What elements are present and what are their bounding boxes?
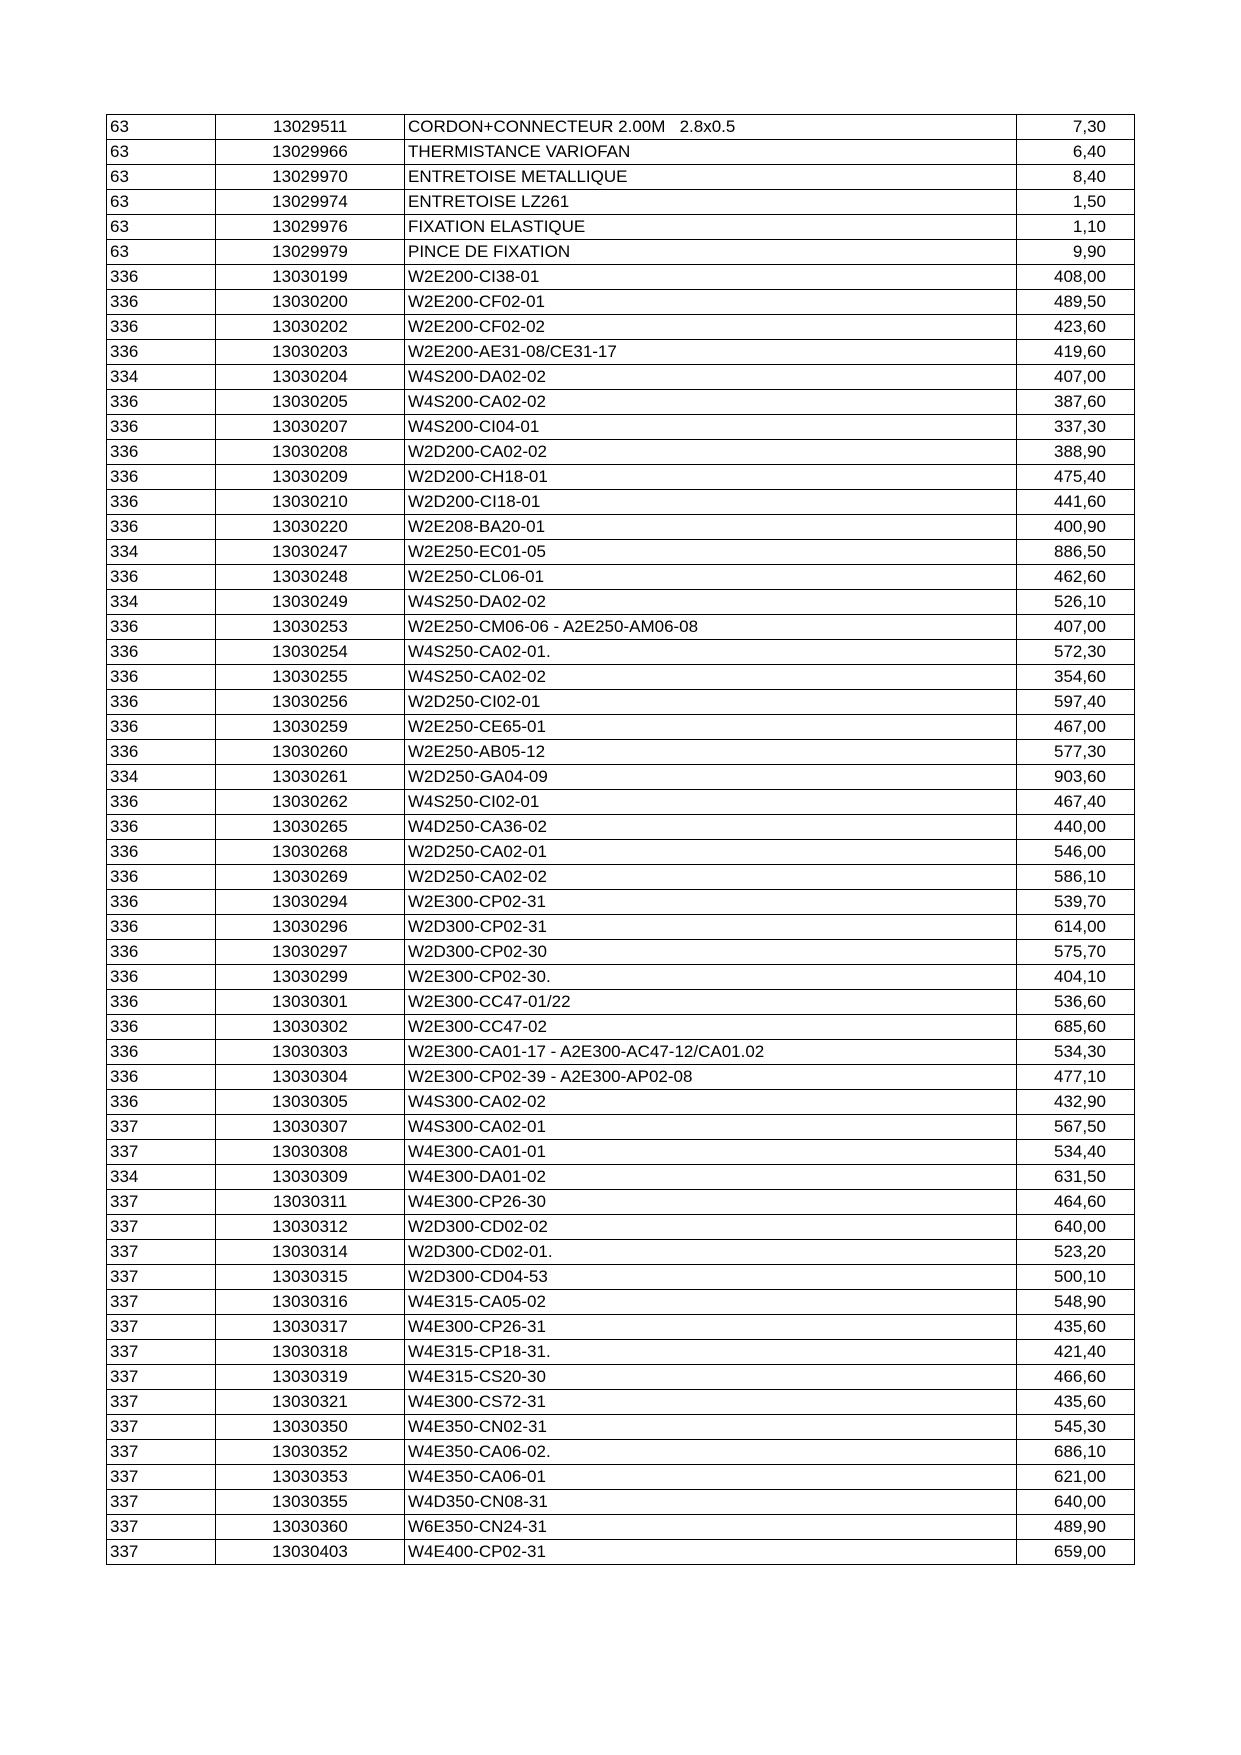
description-cell: W2D200-CI18-01 bbox=[405, 490, 1017, 515]
description-cell: W4E300-CA01-01 bbox=[405, 1140, 1017, 1165]
group-code-cell: 336 bbox=[107, 415, 216, 440]
article-number-cell: 13029511 bbox=[216, 115, 405, 140]
table-row bbox=[107, 1165, 1135, 1190]
article-number-cell: 13030203 bbox=[216, 340, 405, 365]
article-number-cell: 13030317 bbox=[216, 1315, 405, 1340]
article-number-cell: 13030353 bbox=[216, 1465, 405, 1490]
description-cell: ENTRETOISE LZ261 bbox=[405, 190, 1017, 215]
description-cell: W4D350-CN08-31 bbox=[405, 1490, 1017, 1515]
article-number-cell: 13030315 bbox=[216, 1265, 405, 1290]
description-cell: THERMISTANCE VARIOFAN bbox=[405, 140, 1017, 165]
group-code-cell: 337 bbox=[107, 1315, 216, 1340]
description-cell: W2D300-CD02-02 bbox=[405, 1215, 1017, 1240]
group-code-cell: 336 bbox=[107, 1040, 216, 1065]
price-cell: 8,40 bbox=[1017, 165, 1135, 190]
table-row bbox=[107, 265, 1135, 290]
description-cell: W4S200-CI04-01 bbox=[405, 415, 1017, 440]
description-cell: W2D250-GA04-09 bbox=[405, 765, 1017, 790]
table-row bbox=[107, 290, 1135, 315]
price-cell: 466,60 bbox=[1017, 1365, 1135, 1390]
price-cell: 572,30 bbox=[1017, 640, 1135, 665]
table-row bbox=[107, 365, 1135, 390]
group-code-cell: 63 bbox=[107, 140, 216, 165]
price-cell: 526,10 bbox=[1017, 590, 1135, 615]
table-row bbox=[107, 915, 1135, 940]
group-code-cell: 337 bbox=[107, 1240, 216, 1265]
table-row bbox=[107, 565, 1135, 590]
group-code-cell: 334 bbox=[107, 765, 216, 790]
description-cell: ENTRETOISE METALLIQUE bbox=[405, 165, 1017, 190]
price-cell: 464,60 bbox=[1017, 1190, 1135, 1215]
price-cell: 640,00 bbox=[1017, 1490, 1135, 1515]
table-row bbox=[107, 415, 1135, 440]
price-cell: 686,10 bbox=[1017, 1440, 1135, 1465]
table-row bbox=[107, 615, 1135, 640]
article-number-cell: 13030350 bbox=[216, 1415, 405, 1440]
group-code-cell: 336 bbox=[107, 940, 216, 965]
description-cell: W2D300-CD02-01. bbox=[405, 1240, 1017, 1265]
description-cell: W2E300-CP02-39 - A2E300-AP02-08 bbox=[405, 1065, 1017, 1090]
table-row bbox=[107, 865, 1135, 890]
group-code-cell: 334 bbox=[107, 1165, 216, 1190]
price-cell: 432,90 bbox=[1017, 1090, 1135, 1115]
price-list-body bbox=[107, 115, 1135, 1565]
price-cell: 400,90 bbox=[1017, 515, 1135, 540]
table-row bbox=[107, 1540, 1135, 1565]
price-cell: 621,00 bbox=[1017, 1465, 1135, 1490]
group-code-cell: 337 bbox=[107, 1290, 216, 1315]
price-cell: 903,60 bbox=[1017, 765, 1135, 790]
article-number-cell: 13030309 bbox=[216, 1165, 405, 1190]
group-code-cell: 337 bbox=[107, 1490, 216, 1515]
description-cell: W4S300-CA02-02 bbox=[405, 1090, 1017, 1115]
description-cell: W4E350-CA06-01 bbox=[405, 1465, 1017, 1490]
description-cell: W4S300-CA02-01 bbox=[405, 1115, 1017, 1140]
article-number-cell: 13030248 bbox=[216, 565, 405, 590]
article-number-cell: 13030302 bbox=[216, 1015, 405, 1040]
price-cell: 586,10 bbox=[1017, 865, 1135, 890]
table-row bbox=[107, 340, 1135, 365]
price-cell: 577,30 bbox=[1017, 740, 1135, 765]
table-row bbox=[107, 1140, 1135, 1165]
article-number-cell: 13030314 bbox=[216, 1240, 405, 1265]
article-number-cell: 13030297 bbox=[216, 940, 405, 965]
article-number-cell: 13030307 bbox=[216, 1115, 405, 1140]
group-code-cell: 337 bbox=[107, 1390, 216, 1415]
article-number-cell: 13030355 bbox=[216, 1490, 405, 1515]
group-code-cell: 63 bbox=[107, 240, 216, 265]
description-cell: W4S250-CA02-02 bbox=[405, 665, 1017, 690]
table-row bbox=[107, 1440, 1135, 1465]
description-cell: W2D300-CP02-31 bbox=[405, 915, 1017, 940]
group-code-cell: 336 bbox=[107, 715, 216, 740]
article-number-cell: 13030253 bbox=[216, 615, 405, 640]
description-cell: W2E300-CP02-31 bbox=[405, 890, 1017, 915]
table-row bbox=[107, 490, 1135, 515]
price-cell: 419,60 bbox=[1017, 340, 1135, 365]
group-code-cell: 337 bbox=[107, 1515, 216, 1540]
group-code-cell: 336 bbox=[107, 290, 216, 315]
description-cell: W2E300-CA01-17 - A2E300-AC47-12/CA01.02 bbox=[405, 1040, 1017, 1065]
article-number-cell: 13030294 bbox=[216, 890, 405, 915]
description-cell: W4E300-CS72-31 bbox=[405, 1390, 1017, 1415]
group-code-cell: 337 bbox=[107, 1340, 216, 1365]
price-cell: 534,30 bbox=[1017, 1040, 1135, 1065]
table-row bbox=[107, 1115, 1135, 1140]
price-cell: 546,00 bbox=[1017, 840, 1135, 865]
price-cell: 567,50 bbox=[1017, 1115, 1135, 1140]
article-number-cell: 13030360 bbox=[216, 1515, 405, 1540]
table-row bbox=[107, 690, 1135, 715]
price-cell: 435,60 bbox=[1017, 1315, 1135, 1340]
price-cell: 631,50 bbox=[1017, 1165, 1135, 1190]
price-cell: 337,30 bbox=[1017, 415, 1135, 440]
table-row bbox=[107, 715, 1135, 740]
table-row bbox=[107, 1040, 1135, 1065]
price-cell: 640,00 bbox=[1017, 1215, 1135, 1240]
table-row bbox=[107, 1190, 1135, 1215]
group-code-cell: 336 bbox=[107, 665, 216, 690]
article-number-cell: 13030205 bbox=[216, 390, 405, 415]
price-cell: 421,40 bbox=[1017, 1340, 1135, 1365]
price-cell: 404,10 bbox=[1017, 965, 1135, 990]
price-cell: 408,00 bbox=[1017, 265, 1135, 290]
description-cell: W4S250-CI02-01 bbox=[405, 790, 1017, 815]
group-code-cell: 337 bbox=[107, 1415, 216, 1440]
price-cell: 407,00 bbox=[1017, 365, 1135, 390]
article-number-cell: 13030255 bbox=[216, 665, 405, 690]
description-cell: W4E315-CP18-31. bbox=[405, 1340, 1017, 1365]
group-code-cell: 63 bbox=[107, 115, 216, 140]
price-cell: 440,00 bbox=[1017, 815, 1135, 840]
article-number-cell: 13030207 bbox=[216, 415, 405, 440]
group-code-cell: 336 bbox=[107, 840, 216, 865]
group-code-cell: 336 bbox=[107, 265, 216, 290]
article-number-cell: 13030202 bbox=[216, 315, 405, 340]
price-cell: 575,70 bbox=[1017, 940, 1135, 965]
group-code-cell: 336 bbox=[107, 490, 216, 515]
table-row bbox=[107, 540, 1135, 565]
description-cell: W4E400-CP02-31 bbox=[405, 1540, 1017, 1565]
group-code-cell: 336 bbox=[107, 1065, 216, 1090]
table-row bbox=[107, 640, 1135, 665]
article-number-cell: 13030260 bbox=[216, 740, 405, 765]
price-cell: 354,60 bbox=[1017, 665, 1135, 690]
article-number-cell: 13030262 bbox=[216, 790, 405, 815]
price-cell: 545,30 bbox=[1017, 1415, 1135, 1440]
price-cell: 1,10 bbox=[1017, 215, 1135, 240]
group-code-cell: 334 bbox=[107, 590, 216, 615]
group-code-cell: 336 bbox=[107, 565, 216, 590]
table-row bbox=[107, 840, 1135, 865]
price-cell: 423,60 bbox=[1017, 315, 1135, 340]
article-number-cell: 13030312 bbox=[216, 1215, 405, 1240]
price-cell: 467,00 bbox=[1017, 715, 1135, 740]
description-cell: W2E250-EC01-05 bbox=[405, 540, 1017, 565]
group-code-cell: 336 bbox=[107, 515, 216, 540]
description-cell: W4S200-DA02-02 bbox=[405, 365, 1017, 390]
group-code-cell: 336 bbox=[107, 790, 216, 815]
article-number-cell: 13030210 bbox=[216, 490, 405, 515]
group-code-cell: 337 bbox=[107, 1465, 216, 1490]
group-code-cell: 337 bbox=[107, 1140, 216, 1165]
article-number-cell: 13030208 bbox=[216, 440, 405, 465]
article-number-cell: 13030269 bbox=[216, 865, 405, 890]
description-cell: W2E250-AB05-12 bbox=[405, 740, 1017, 765]
group-code-cell: 336 bbox=[107, 315, 216, 340]
group-code-cell: 334 bbox=[107, 365, 216, 390]
table-row bbox=[107, 1515, 1135, 1540]
article-number-cell: 13030311 bbox=[216, 1190, 405, 1215]
table-row bbox=[107, 1065, 1135, 1090]
price-cell: 534,40 bbox=[1017, 1140, 1135, 1165]
price-cell: 407,00 bbox=[1017, 615, 1135, 640]
table-row bbox=[107, 1090, 1135, 1115]
price-cell: 886,50 bbox=[1017, 540, 1135, 565]
price-cell: 462,60 bbox=[1017, 565, 1135, 590]
article-number-cell: 13030265 bbox=[216, 815, 405, 840]
article-number-cell: 13030301 bbox=[216, 990, 405, 1015]
price-cell: 614,00 bbox=[1017, 915, 1135, 940]
price-cell: 387,60 bbox=[1017, 390, 1135, 415]
table-row bbox=[107, 890, 1135, 915]
article-number-cell: 13030204 bbox=[216, 365, 405, 390]
description-cell: W4E300-CP26-31 bbox=[405, 1315, 1017, 1340]
description-cell: W2E200-CI38-01 bbox=[405, 265, 1017, 290]
price-cell: 489,90 bbox=[1017, 1515, 1135, 1540]
price-cell: 6,40 bbox=[1017, 140, 1135, 165]
description-cell: W2D250-CA02-02 bbox=[405, 865, 1017, 890]
article-number-cell: 13030247 bbox=[216, 540, 405, 565]
table-row bbox=[107, 1465, 1135, 1490]
description-cell: W2E300-CC47-02 bbox=[405, 1015, 1017, 1040]
description-cell: W2E250-CE65-01 bbox=[405, 715, 1017, 740]
table-row bbox=[107, 1365, 1135, 1390]
table-row bbox=[107, 165, 1135, 190]
article-number-cell: 13029979 bbox=[216, 240, 405, 265]
group-code-cell: 336 bbox=[107, 815, 216, 840]
article-number-cell: 13029970 bbox=[216, 165, 405, 190]
table-row bbox=[107, 665, 1135, 690]
description-cell: W2D200-CH18-01 bbox=[405, 465, 1017, 490]
description-cell: W2D200-CA02-02 bbox=[405, 440, 1017, 465]
description-cell: W4S200-CA02-02 bbox=[405, 390, 1017, 415]
article-number-cell: 13030268 bbox=[216, 840, 405, 865]
article-number-cell: 13030305 bbox=[216, 1090, 405, 1115]
table-row bbox=[107, 1015, 1135, 1040]
description-cell: W4E350-CN02-31 bbox=[405, 1415, 1017, 1440]
description-cell: W2E300-CC47-01/22 bbox=[405, 990, 1017, 1015]
description-cell: W4E300-CP26-30 bbox=[405, 1190, 1017, 1215]
price-cell: 659,00 bbox=[1017, 1540, 1135, 1565]
group-code-cell: 337 bbox=[107, 1440, 216, 1465]
table-row bbox=[107, 590, 1135, 615]
price-cell: 9,90 bbox=[1017, 240, 1135, 265]
price-cell: 548,90 bbox=[1017, 1290, 1135, 1315]
description-cell: W2E250-CL06-01 bbox=[405, 565, 1017, 590]
table-row bbox=[107, 140, 1135, 165]
description-cell: W4E315-CA05-02 bbox=[405, 1290, 1017, 1315]
description-cell: W2D250-CI02-01 bbox=[405, 690, 1017, 715]
group-code-cell: 337 bbox=[107, 1540, 216, 1565]
description-cell: W2D250-CA02-01 bbox=[405, 840, 1017, 865]
table-row bbox=[107, 815, 1135, 840]
table-row bbox=[107, 1315, 1135, 1340]
table-row bbox=[107, 965, 1135, 990]
group-code-cell: 336 bbox=[107, 990, 216, 1015]
group-code-cell: 336 bbox=[107, 440, 216, 465]
group-code-cell: 336 bbox=[107, 890, 216, 915]
group-code-cell: 336 bbox=[107, 390, 216, 415]
price-cell: 1,50 bbox=[1017, 190, 1135, 215]
article-number-cell: 13030304 bbox=[216, 1065, 405, 1090]
price-list-table bbox=[106, 114, 1135, 1565]
group-code-cell: 336 bbox=[107, 1090, 216, 1115]
description-cell: W2D300-CP02-30 bbox=[405, 940, 1017, 965]
table-row bbox=[107, 790, 1135, 815]
article-number-cell: 13029966 bbox=[216, 140, 405, 165]
price-cell: 475,40 bbox=[1017, 465, 1135, 490]
description-cell: W2E300-CP02-30. bbox=[405, 965, 1017, 990]
group-code-cell: 336 bbox=[107, 615, 216, 640]
article-number-cell: 13030403 bbox=[216, 1540, 405, 1565]
price-cell: 523,20 bbox=[1017, 1240, 1135, 1265]
table-row bbox=[107, 1390, 1135, 1415]
group-code-cell: 336 bbox=[107, 1015, 216, 1040]
group-code-cell: 337 bbox=[107, 1190, 216, 1215]
group-code-cell: 337 bbox=[107, 1115, 216, 1140]
group-code-cell: 336 bbox=[107, 465, 216, 490]
table-row bbox=[107, 990, 1135, 1015]
table-row bbox=[107, 1415, 1135, 1440]
article-number-cell: 13030199 bbox=[216, 265, 405, 290]
price-cell: 500,10 bbox=[1017, 1265, 1135, 1290]
description-cell: W4S250-DA02-02 bbox=[405, 590, 1017, 615]
article-number-cell: 13030220 bbox=[216, 515, 405, 540]
table-row bbox=[107, 515, 1135, 540]
table-row bbox=[107, 1340, 1135, 1365]
description-cell: W4S250-CA02-01. bbox=[405, 640, 1017, 665]
group-code-cell: 336 bbox=[107, 965, 216, 990]
article-number-cell: 13030319 bbox=[216, 1365, 405, 1390]
article-number-cell: 13030308 bbox=[216, 1140, 405, 1165]
group-code-cell: 336 bbox=[107, 915, 216, 940]
price-cell: 467,40 bbox=[1017, 790, 1135, 815]
article-number-cell: 13030303 bbox=[216, 1040, 405, 1065]
description-cell: W2D300-CD04-53 bbox=[405, 1265, 1017, 1290]
group-code-cell: 337 bbox=[107, 1215, 216, 1240]
table-row bbox=[107, 1215, 1135, 1240]
article-number-cell: 13030318 bbox=[216, 1340, 405, 1365]
price-cell: 489,50 bbox=[1017, 290, 1135, 315]
table-row bbox=[107, 765, 1135, 790]
price-cell: 597,40 bbox=[1017, 690, 1135, 715]
price-cell: 7,30 bbox=[1017, 115, 1135, 140]
price-cell: 685,60 bbox=[1017, 1015, 1135, 1040]
table-row bbox=[107, 215, 1135, 240]
price-cell: 536,60 bbox=[1017, 990, 1135, 1015]
table-row bbox=[107, 440, 1135, 465]
price-cell: 477,10 bbox=[1017, 1065, 1135, 1090]
description-cell: CORDON+CONNECTEUR 2.00M 2.8x0.5 bbox=[405, 115, 1017, 140]
group-code-cell: 63 bbox=[107, 190, 216, 215]
article-number-cell: 13030352 bbox=[216, 1440, 405, 1465]
table-row bbox=[107, 1265, 1135, 1290]
table-row bbox=[107, 190, 1135, 215]
article-number-cell: 13030249 bbox=[216, 590, 405, 615]
description-cell: W4E350-CA06-02. bbox=[405, 1440, 1017, 1465]
group-code-cell: 336 bbox=[107, 690, 216, 715]
group-code-cell: 336 bbox=[107, 340, 216, 365]
group-code-cell: 63 bbox=[107, 165, 216, 190]
group-code-cell: 336 bbox=[107, 640, 216, 665]
article-number-cell: 13030209 bbox=[216, 465, 405, 490]
article-number-cell: 13030261 bbox=[216, 765, 405, 790]
description-cell: FIXATION ELASTIQUE bbox=[405, 215, 1017, 240]
group-code-cell: 336 bbox=[107, 740, 216, 765]
group-code-cell: 337 bbox=[107, 1365, 216, 1390]
article-number-cell: 13030321 bbox=[216, 1390, 405, 1415]
article-number-cell: 13030299 bbox=[216, 965, 405, 990]
article-number-cell: 13029974 bbox=[216, 190, 405, 215]
description-cell: W6E350-CN24-31 bbox=[405, 1515, 1017, 1540]
article-number-cell: 13030200 bbox=[216, 290, 405, 315]
description-cell: W2E208-BA20-01 bbox=[405, 515, 1017, 540]
article-number-cell: 13030259 bbox=[216, 715, 405, 740]
article-number-cell: 13029976 bbox=[216, 215, 405, 240]
group-code-cell: 337 bbox=[107, 1265, 216, 1290]
description-cell: PINCE DE FIXATION bbox=[405, 240, 1017, 265]
group-code-cell: 63 bbox=[107, 215, 216, 240]
table-row bbox=[107, 740, 1135, 765]
table-row bbox=[107, 1240, 1135, 1265]
description-cell: W2E200-CF02-01 bbox=[405, 290, 1017, 315]
article-number-cell: 13030296 bbox=[216, 915, 405, 940]
table-row bbox=[107, 315, 1135, 340]
price-cell: 539,70 bbox=[1017, 890, 1135, 915]
price-cell: 435,60 bbox=[1017, 1390, 1135, 1415]
description-cell: W2E250-CM06-06 - A2E250-AM06-08 bbox=[405, 615, 1017, 640]
group-code-cell: 334 bbox=[107, 540, 216, 565]
group-code-cell: 336 bbox=[107, 865, 216, 890]
description-cell: W4E315-CS20-30 bbox=[405, 1365, 1017, 1390]
article-number-cell: 13030256 bbox=[216, 690, 405, 715]
description-cell: W2E200-AE31-08/CE31-17 bbox=[405, 340, 1017, 365]
price-cell: 388,90 bbox=[1017, 440, 1135, 465]
table-row bbox=[107, 940, 1135, 965]
description-cell: W2E200-CF02-02 bbox=[405, 315, 1017, 340]
table-row bbox=[107, 115, 1135, 140]
table-row bbox=[107, 1290, 1135, 1315]
table-row bbox=[107, 390, 1135, 415]
description-cell: W4E300-DA01-02 bbox=[405, 1165, 1017, 1190]
table-row bbox=[107, 1490, 1135, 1515]
price-cell: 441,60 bbox=[1017, 490, 1135, 515]
article-number-cell: 13030316 bbox=[216, 1290, 405, 1315]
table-row bbox=[107, 465, 1135, 490]
table-row bbox=[107, 240, 1135, 265]
article-number-cell: 13030254 bbox=[216, 640, 405, 665]
description-cell: W4D250-CA36-02 bbox=[405, 815, 1017, 840]
